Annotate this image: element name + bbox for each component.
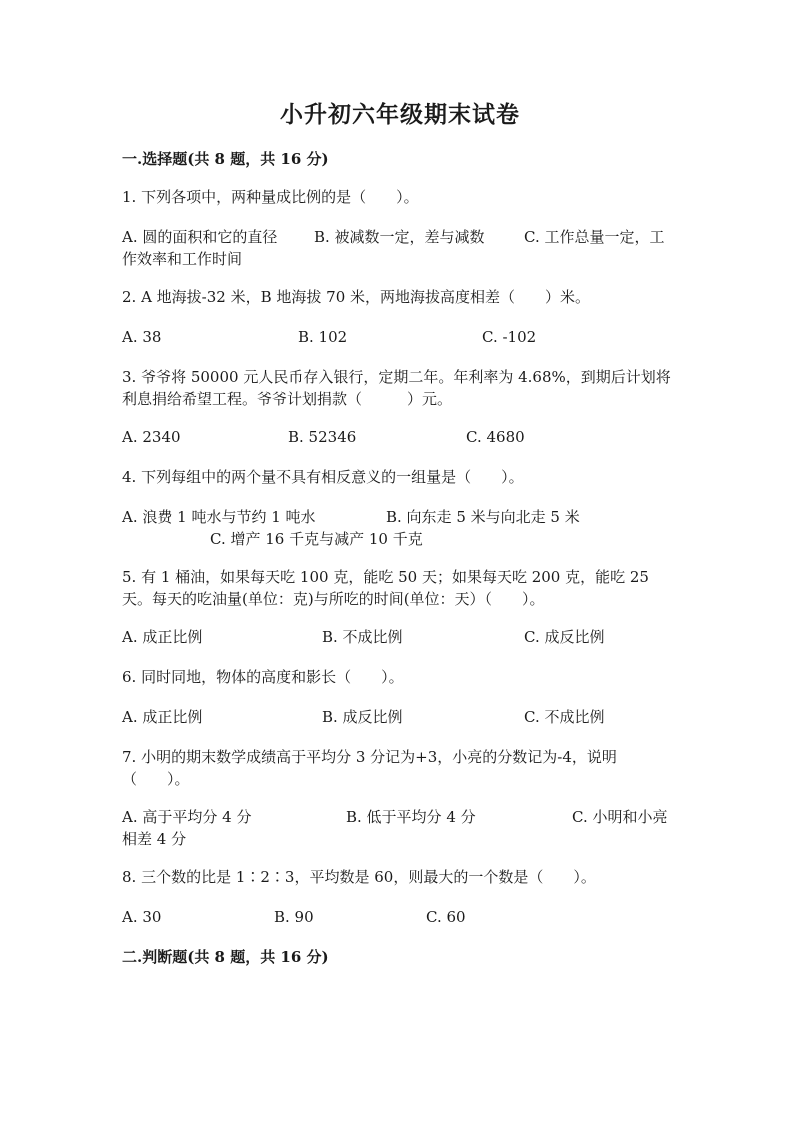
section-heading-choice: 一.选择题(共 8 题，共 16 分) <box>122 150 329 168</box>
question-7-stem: 7. 小明的期末数学成绩高于平均分 3 分记为+3，小亮的分数记为-4，说明（ ）。 <box>122 748 617 788</box>
option-c: C. -102 <box>482 328 537 346</box>
question-6-options <box>122 706 682 728</box>
question-8-options <box>122 906 682 928</box>
question-8-stem: 8. 三个数的比是 1∶2∶3，平均数是 60，则最大的一个数是（ ）。 <box>122 868 596 886</box>
option-c: C. 4680 <box>466 428 525 446</box>
option-b: B. 向东走 5 米与向北走 5 米 <box>386 508 580 526</box>
option-a: A. 成正比例 <box>122 708 203 726</box>
option-a: A. 2340 <box>122 428 181 446</box>
question-3-options <box>122 426 682 448</box>
section-heading-judgment: 二.判断题(共 8 题，共 16 分) <box>122 948 329 966</box>
option-a: A. 成正比例 <box>122 628 203 646</box>
question-5-stem: 5. 有 1 桶油，如果每天吃 100 克，能吃 50 天；如果每天吃 200 克，能吃 25 天。每天的吃油量(单位：克)与所吃的时间(单位：天）（ ）。 <box>122 568 649 608</box>
option-c: C. 成反比例 <box>524 628 605 646</box>
option-a: A. 圆的面积和它的直径 <box>122 228 278 246</box>
question-4-options <box>122 506 682 550</box>
question-1-options <box>122 226 682 270</box>
option-c: C. 不成比例 <box>524 708 605 726</box>
option-b: B. 52346 <box>288 428 357 446</box>
question-4-stem: 4. 下列每组中的两个量不具有相反意义的一组量是（ ）。 <box>122 468 524 486</box>
page-title: 小升初六年级期末试卷 <box>280 101 520 128</box>
option-c-wrap <box>122 226 674 270</box>
option-b: B. 不成比例 <box>322 628 403 646</box>
option-c: C. 小明和小亮相差 4 分 <box>122 808 668 848</box>
option-a: A. 浪费 1 吨水与节约 1 吨水 <box>122 508 316 526</box>
question-2-stem: 2. A 地海拔-32 米，B 地海拔 70 米，两地海拔高度相差（ ）米。 <box>122 288 591 306</box>
option-b: B. 成反比例 <box>322 708 403 726</box>
question-3-stem: 3. 爷爷将 50000 元人民币存入银行，定期二年。年利率为 4.68%，到期后计划将利息捐给希望工程。爷爷计划捐款（ ）元。 <box>122 368 671 408</box>
option-c: C. 60 <box>426 908 466 926</box>
option-b: B. 被减数一定，差与减数 <box>314 228 485 246</box>
question-6-stem: 6. 同时同地，物体的高度和影长（ ）。 <box>122 668 404 686</box>
question-2-options <box>122 326 682 348</box>
option-c: C. 工作总量一定，工作效率和工作时间 <box>122 228 665 268</box>
option-b: B. 低于平均分 4 分 <box>346 808 476 826</box>
option-b: B. 102 <box>298 328 348 346</box>
option-a: A. 38 <box>122 328 162 346</box>
option-c-wrap <box>122 806 674 850</box>
question-5-options <box>122 626 682 648</box>
question-7-options <box>122 806 682 850</box>
option-a: A. 高于平均分 4 分 <box>122 808 252 826</box>
option-c: C. 增产 16 千克与减产 10 千克 <box>210 530 423 548</box>
option-a: A. 30 <box>122 908 162 926</box>
option-b: B. 90 <box>274 908 314 926</box>
question-1-stem: 1. 下列各项中，两种量成比例的是（ ）。 <box>122 188 419 206</box>
